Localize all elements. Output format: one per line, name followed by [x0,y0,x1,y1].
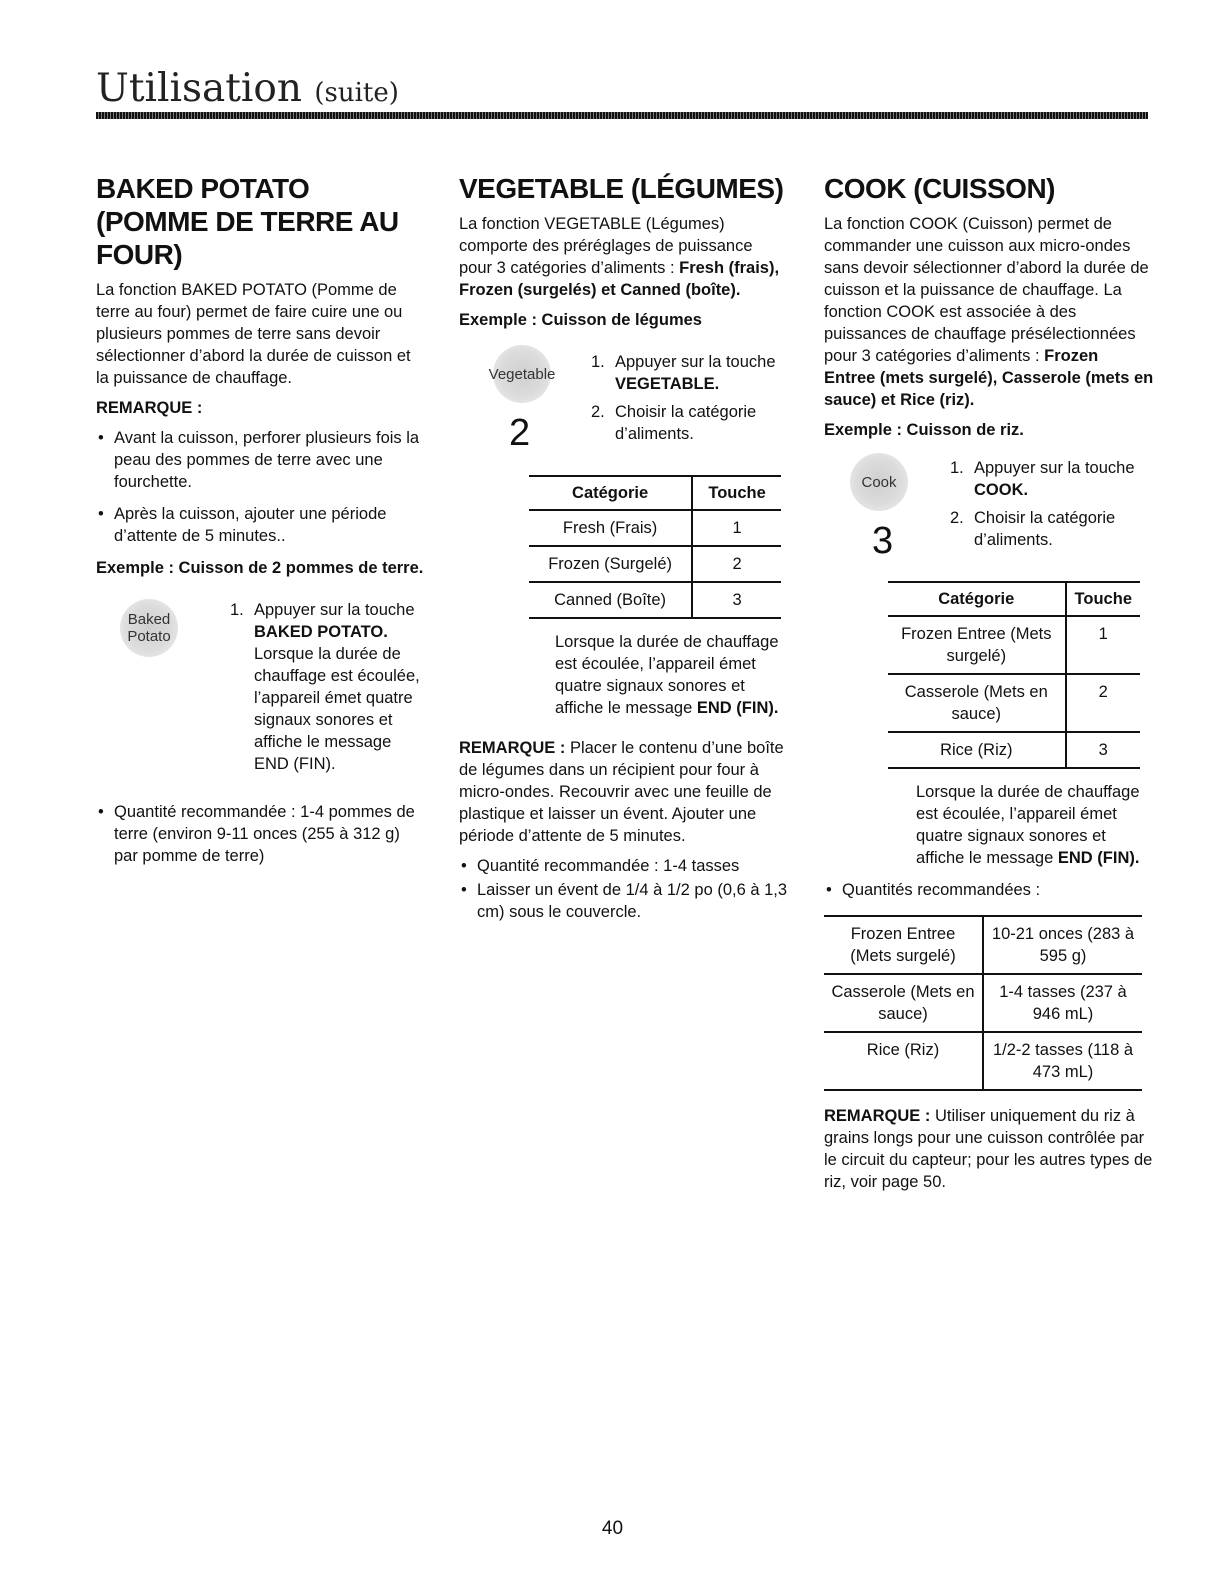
table-cell: Frozen (Surgelé) [529,546,692,582]
section-title: BAKED POTATO (POMME DE TERRE AU FOUR) [96,173,399,270]
step-1: 1. Appuyer sur la touche BAKED POTATO. Lorsque la durée de chauffage est écoulée, l’appareil émet quatre signaux sonores et affiche le message END (FIN). [230,599,430,775]
table-row [529,546,781,582]
step-block [459,343,789,465]
table-header: Touche [692,476,781,510]
header-rule [96,112,1148,119]
result-text: Lorsque la durée de chauffage est écoulée, l’appareil émet quatre signaux sonores et affiche le message END (FIN). [916,783,1140,867]
table-cell: 2 [1066,674,1140,732]
table-row [824,1032,1142,1090]
vegetable-key-icon: Vegetable [493,345,551,403]
cook-key-icon: Cook [850,453,908,511]
note-label: REMARQUE : [96,399,203,417]
category-table [888,581,1140,769]
table-row [824,916,1142,974]
result-text: Lorsque la durée de chauffage est écoulée, l’appareil émet quatre signaux sonores et affiche le message END (FIN). [555,633,779,717]
key-name: VEGETABLE. [615,375,720,393]
table-cell: Rice (Riz) [824,1032,983,1090]
table-header: Touche [1066,582,1140,616]
list-item: • Quantité recommandée : 1-4 pommes de terre (environ 9-11 onces (255 à 312 g) par pomme de terre) [96,801,426,867]
key-name: COOK. [974,481,1029,499]
step-list [591,351,791,451]
quantity-list [96,801,426,867]
table-row [529,510,781,546]
step-result: Lorsque la durée de chauffage est écoulée, l’appareil émet quatre signaux sonores et affiche le message END (FIN). [254,645,420,773]
page-number: 40 [601,1518,624,1539]
table-cell: Frozen Entree (Mets surgelé) [824,916,983,974]
step-block [96,591,426,791]
intro-text: La fonction BAKED POTATO (Pomme de terre au four) permet de faire cuire une ou plusieurs pommes de terre sans devoir sélectionner d’abord la durée de cuisson et la puissance de chauffage. [96,281,411,387]
table-row [888,616,1140,674]
intro-text: La fonction VEGETABLE (Légumes) comporte des préréglages de puissance pour 3 catégories d’aliments : Fresh (frais), Frozen (surgelés) et Canned (boîte). [459,215,780,299]
step-1: 1. Appuyer sur la touche COOK. [950,459,1135,499]
note-list [96,427,426,547]
table-row [888,732,1140,768]
step-number: 3 [872,520,894,562]
key-name: BAKED POTATO. [254,623,388,641]
vegetable-section [459,172,789,933]
list-item: • Quantité recommandée : 1-4 tasses [459,855,789,877]
step-list [230,599,430,781]
quantity-table [824,915,1142,1091]
step-number: 2 [509,412,531,454]
table-cell: Frozen Entree (Mets surgelé) [888,616,1066,674]
list-item: • Après la cuisson, ajouter une période d’attente de 5 minutes.. [96,503,426,547]
intro-text: La fonction COOK (Cuisson) permet de commander une cuisson aux micro-ondes sans devoir sélectionner d’abord la durée de cuisson et la puissance de chauffage. La fonction COOK est associée à des puissances de chauffage présélectionnées pour 3 catégories d’aliments : Frozen Entree (mets surgelé), Casserole (mets en sauce) et Rice (riz). [824,215,1154,409]
table-cell: Casserole (Mets en sauce) [888,674,1066,732]
example-heading: Exemple : Cuisson de riz. [824,421,1024,439]
table-cell: Canned (Boîte) [529,582,692,618]
table-cell: Fresh (Frais) [529,510,692,546]
step-1: 1. Appuyer sur la touche VEGETABLE. [591,353,776,393]
note-text: REMARQUE : Utiliser uniquement du riz à grains longs pour une cuisson contrôlée par le circuit du capteur; pour les autres types de riz, voir page 50. [824,1107,1153,1191]
table-row [824,974,1142,1032]
baked-potato-key-icon: Baked Potato [120,599,178,657]
baked-potato-section [96,172,426,877]
table-cell: 2 [692,546,781,582]
table-cell: Rice (Riz) [888,732,1066,768]
table-cell: 1 [692,510,781,546]
table-header: Catégorie [529,476,692,510]
table-row [888,674,1140,732]
list-item: • Avant la cuisson, perforer plusieurs fois la peau des pommes de terre avec une fourchette. [96,427,426,493]
table-row [529,582,781,618]
table-header: Catégorie [888,582,1066,616]
table-cell: 3 [692,582,781,618]
section-title: VEGETABLE (LÉGUMES) [459,173,784,204]
list-item: • Laisser un évent de 1/4 à 1/2 po (0,6 à 1,3 cm) sous le couvercle. [459,879,789,923]
table-cell: 1/2-2 tasses (118 à 473 mL) [983,1032,1142,1090]
table-cell: 1 [1066,616,1140,674]
table-cell: 1-4 tasses (237 à 946 mL) [983,974,1142,1032]
step-2: 2. Choisir la catégorie d’aliments. [591,403,757,443]
list-item: • Quantités recommandées : [824,879,1154,901]
step-2: 2. Choisir la catégorie d’aliments. [950,509,1116,549]
table-header-row [529,476,781,510]
page-title-suffix: (suite) [314,78,399,108]
step-block [824,453,1154,571]
page-title-main: Utilisation [96,66,302,111]
table-cell: Casserole (Mets en sauce) [824,974,983,1032]
step-list [950,457,1154,557]
table-header-row [888,582,1140,616]
note-text: REMARQUE : Placer le contenu d’une boîte de légumes dans un récipient pour four à micro-ondes. Recouvrir avec une feuille de plastique et laisser un évent. Ajouter une période d’attente de 5 minutes. [459,739,784,845]
page-title [96,66,399,111]
example-heading: Exemple : Cuisson de légumes [459,311,702,329]
example-heading: Exemple : Cuisson de 2 pommes de terre. [96,559,424,577]
quantity-list [824,879,1154,901]
section-title: COOK (CUISSON) [824,173,1055,204]
table-cell: 3 [1066,732,1140,768]
table-cell: 10-21 onces (283 à 595 g) [983,916,1142,974]
cook-section [824,172,1154,1201]
tips-list [459,855,789,923]
category-table [529,475,781,619]
